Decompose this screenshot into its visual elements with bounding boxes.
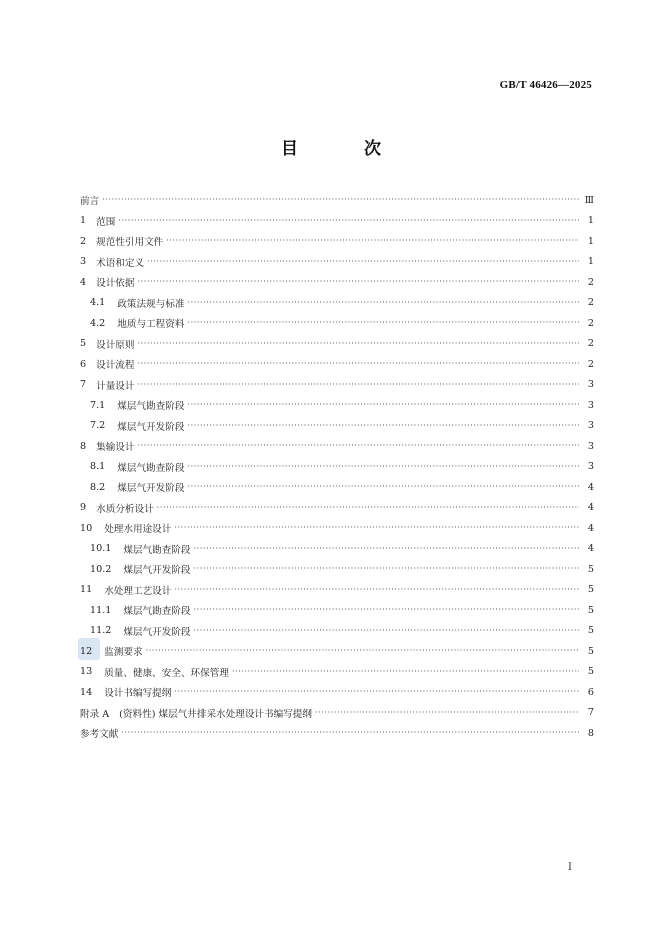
toc-entry-number: 2 — [80, 235, 87, 247]
toc-leader-dots — [137, 442, 579, 450]
toc-entry-number: 10.2 — [90, 563, 112, 575]
toc-entry[interactable] — [80, 231, 594, 252]
toc-leader-dots — [194, 545, 579, 553]
toc-entry-label: 地质与工程资料 — [117, 319, 185, 331]
toc-entry-label: 质量、健康、安全、环保管理 — [104, 667, 229, 679]
toc-entry-page: 2 — [587, 276, 594, 288]
toc-entry[interactable] — [80, 641, 594, 662]
toc-entry-label: 煤层气开发阶段 — [123, 626, 191, 638]
toc-entry[interactable] — [80, 723, 594, 744]
toc-entry-label: 煤层气开发阶段 — [117, 421, 185, 433]
toc-entry[interactable] — [80, 395, 594, 416]
toc-entry-page: 4 — [587, 543, 594, 555]
toc-entry[interactable] — [80, 293, 594, 314]
toc-entry-page: 5 — [587, 666, 594, 678]
toc-entry-page: 4 — [587, 522, 594, 534]
toc-leader-dots — [174, 586, 579, 594]
toc-entry-page: 2 — [587, 317, 594, 329]
toc-leader-dots — [232, 668, 579, 676]
toc-entry-page: 2 — [587, 358, 594, 370]
toc-entry-label: 煤层气勘查阶段 — [123, 606, 191, 618]
toc-entry[interactable] — [80, 600, 594, 621]
toc-entry-label: 监测要求 — [104, 647, 143, 659]
toc-entry-page: 1 — [587, 235, 594, 247]
toc-entry-number: 11.2 — [90, 625, 112, 637]
toc-leader-dots — [121, 729, 579, 737]
toc-leader-dots — [187, 319, 579, 327]
toc-entry-page: 3 — [587, 440, 594, 452]
toc-entry-label: 设计原则 — [96, 339, 135, 351]
toc-entry-label: 煤层气勘查阶段 — [117, 401, 185, 413]
toc-entry-page: Ⅲ — [584, 194, 594, 206]
toc-entry[interactable] — [80, 477, 594, 498]
toc-entry-number: 附录 A — [80, 708, 110, 720]
toc-entry-label: 前言 — [80, 196, 100, 208]
toc-leader-dots — [315, 709, 579, 717]
toc-entry-label: 煤层气勘查阶段 — [117, 462, 185, 474]
toc-entry-page: 5 — [587, 563, 594, 575]
toc-entry-label: 计量设计 — [96, 380, 135, 392]
toc-entry[interactable] — [80, 518, 594, 539]
toc-entry-page: 5 — [587, 625, 594, 637]
toc-entry-number: 1 — [80, 215, 87, 227]
toc-entry[interactable] — [80, 662, 594, 683]
toc-entry[interactable] — [80, 621, 594, 642]
toc-entry-label: 规范性引用文件 — [96, 237, 164, 249]
toc-entry[interactable] — [80, 334, 594, 355]
toc-entry-number: 13 — [80, 666, 93, 678]
toc-entry-page: 5 — [587, 604, 594, 616]
toc-entry-label: 设计流程 — [96, 360, 135, 372]
toc-entry-label: 集输设计 — [96, 442, 135, 454]
toc-entry-number: 7 — [80, 379, 87, 391]
toc-entry-label: 设计依据 — [96, 278, 135, 290]
toc-entry-number: 7.1 — [90, 399, 106, 411]
toc-entry-page: 4 — [587, 481, 594, 493]
toc-leader-dots — [147, 258, 579, 266]
toc-entry-number: 11 — [80, 584, 93, 596]
toc-entry-page: 5 — [587, 645, 594, 657]
toc-entry-label: 水质分析设计 — [96, 503, 154, 515]
toc-entry-page: 6 — [587, 686, 594, 698]
toc-entry-page: 2 — [587, 338, 594, 350]
toc-entry[interactable] — [80, 559, 594, 580]
toc-entry-number: 8 — [80, 440, 87, 452]
toc-leader-dots — [102, 196, 579, 204]
toc-entry[interactable] — [80, 375, 594, 396]
toc-entry-label: 术语和定义 — [96, 257, 145, 269]
toc-entry-label: 煤层气开发阶段 — [123, 565, 191, 577]
toc-entry-label: 处理水用途设计 — [104, 524, 172, 536]
toc-entry[interactable] — [80, 580, 594, 601]
toc-entry-page: 3 — [587, 379, 594, 391]
toc-leader-dots — [194, 565, 579, 573]
toc-entry[interactable] — [80, 416, 594, 437]
toc-entry-number: 8.2 — [90, 481, 106, 493]
standard-code: GB/T 46426—2025 — [499, 79, 592, 91]
toc-leader-dots — [118, 217, 579, 225]
toc-leader-dots — [166, 237, 579, 245]
toc-entry-label: 设计书编写提纲 — [104, 688, 172, 700]
toc-entry-number: 9 — [80, 502, 87, 514]
toc-leader-dots — [137, 360, 579, 368]
toc-entry-label: 参考文献 — [80, 729, 119, 741]
toc-entry-number: 4 — [80, 276, 87, 288]
toc-leader-dots — [174, 524, 579, 532]
toc-entry-label: 煤层气勘查阶段 — [123, 544, 191, 556]
toc-entry[interactable] — [80, 190, 594, 211]
toc-entry[interactable] — [80, 682, 594, 703]
toc-entry[interactable] — [80, 457, 594, 478]
toc-leader-dots — [187, 401, 579, 409]
toc-entry-label: 煤层气开发阶段 — [117, 483, 185, 495]
toc-entry-number: 3 — [80, 256, 87, 268]
toc-entry-label: 水处理工艺设计 — [104, 585, 172, 597]
toc-entry-page: 3 — [587, 420, 594, 432]
toc-leader-dots — [194, 627, 579, 635]
toc-entry-label: 范围 — [96, 216, 116, 228]
toc-leader-dots — [174, 688, 579, 696]
toc-leader-dots — [137, 278, 579, 286]
toc-title: 目 次 — [281, 139, 411, 159]
toc-leader-dots — [187, 463, 579, 471]
toc-entry-label: (资料性) 煤层气井排采水处理设计书编写提纲 — [119, 708, 312, 720]
toc-entry-page: 4 — [587, 502, 594, 514]
toc-entry-number: 10.1 — [90, 543, 112, 555]
toc-entry[interactable] — [80, 539, 594, 560]
toc-entry-page: 1 — [587, 256, 594, 268]
toc-entry-page: 7 — [587, 707, 594, 719]
toc-leader-dots — [137, 340, 579, 348]
toc-entry-page: 1 — [587, 215, 594, 227]
toc-entry[interactable] — [80, 354, 594, 375]
toc-entry-number: 6 — [80, 358, 87, 370]
toc-entry[interactable] — [80, 252, 594, 273]
toc-entry[interactable] — [80, 703, 594, 724]
toc-entry-page: 3 — [587, 399, 594, 411]
toc-entry-number: 4.2 — [90, 317, 106, 329]
toc-entry-number: 11.1 — [90, 604, 112, 616]
toc-entry[interactable] — [80, 211, 594, 232]
toc-entry-number: 8.1 — [90, 461, 106, 473]
toc-entry-page: 8 — [587, 727, 594, 739]
toc-leader-dots — [146, 647, 579, 655]
toc-leader-dots — [157, 504, 579, 512]
toc-entry-page: 3 — [587, 461, 594, 473]
toc-entry-number: 7.2 — [90, 420, 106, 432]
toc-entry-page: 2 — [587, 297, 594, 309]
toc-leader-dots — [194, 606, 579, 614]
toc-entry[interactable] — [80, 313, 594, 334]
toc-leader-dots — [137, 381, 579, 389]
toc-entry-number: 10 — [80, 522, 93, 534]
toc-leader-dots — [187, 422, 579, 430]
toc-entry-number: 4.1 — [90, 297, 106, 309]
toc-leader-dots — [187, 299, 579, 307]
toc-entry-number: 14 — [80, 686, 93, 698]
toc-entry[interactable] — [80, 436, 594, 457]
toc-entry-number: 12 — [80, 645, 93, 657]
toc-entry-page: 5 — [587, 584, 594, 596]
toc-entry-label: 政策法规与标准 — [117, 298, 185, 310]
page-number: Ⅰ — [568, 862, 572, 873]
table-of-contents — [80, 190, 594, 744]
toc-entry-number: 5 — [80, 338, 87, 350]
toc-leader-dots — [187, 483, 579, 491]
toc-entry[interactable] — [80, 498, 594, 519]
toc-entry[interactable] — [80, 272, 594, 293]
